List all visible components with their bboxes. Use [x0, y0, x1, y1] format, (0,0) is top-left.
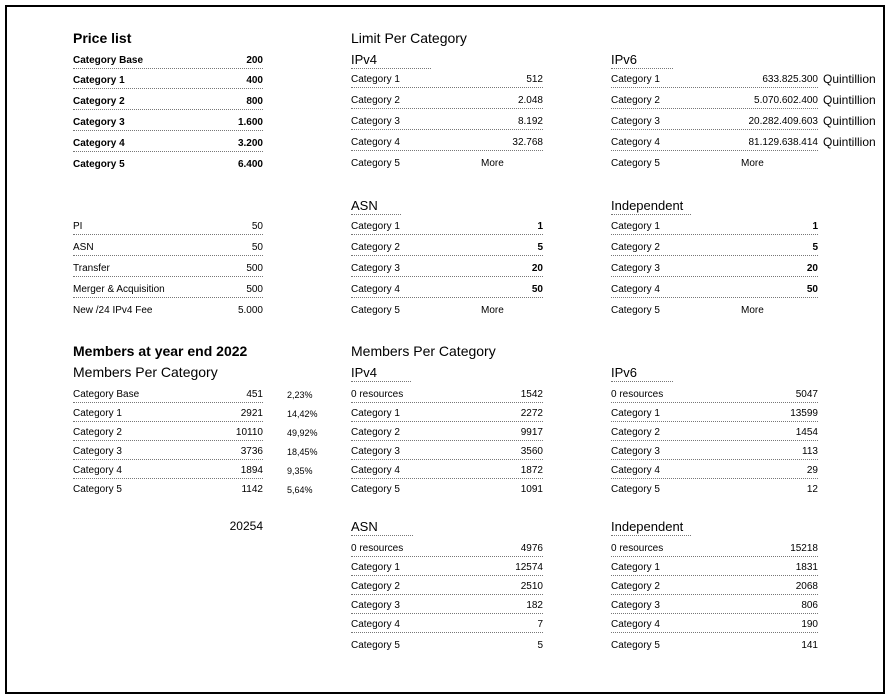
- row-value: 113: [802, 446, 818, 457]
- members-ipv6-title: IPv6: [611, 365, 673, 382]
- row-label: Category 3: [351, 116, 400, 127]
- row-label: Transfer: [73, 263, 110, 274]
- row-value: 1894: [240, 465, 263, 476]
- row-value: More: [741, 305, 764, 316]
- row-value: 4976: [520, 543, 543, 554]
- members-year-end-subtitle: Members Per Category: [73, 364, 218, 380]
- row-value: 50: [251, 221, 263, 232]
- row-value: 2510: [520, 581, 543, 592]
- row-value: 12: [806, 484, 818, 495]
- row-label: New /24 IPv4 Fee: [73, 305, 153, 316]
- row-label: Category 2: [611, 427, 660, 438]
- table-row: [351, 241, 543, 256]
- table-row: [73, 426, 318, 441]
- table-row: [351, 157, 543, 171]
- table-row: [611, 483, 818, 497]
- row-label: Category 1: [611, 408, 660, 419]
- limits-ipv4-title: IPv4: [351, 52, 431, 69]
- row-label: Category 2: [73, 427, 122, 438]
- row-label: Category 2: [351, 581, 400, 592]
- table-row: [351, 561, 543, 576]
- row-label: Category 3: [351, 446, 400, 457]
- row-value: 3736: [240, 446, 263, 457]
- row-value: 1142: [241, 484, 263, 495]
- row-value: 20: [806, 263, 818, 274]
- limits-ipv6-title: IPv6: [611, 52, 673, 69]
- row-value: 10110: [235, 427, 263, 438]
- row-label: 0 resources: [351, 543, 404, 554]
- table-row: [611, 135, 876, 151]
- row-value: 5: [812, 242, 818, 253]
- row-value: 200: [246, 55, 263, 66]
- row-value: 9917: [520, 427, 543, 438]
- row-value: 1454: [795, 427, 818, 438]
- row-label: 0 resources: [611, 543, 664, 554]
- row-label: Category 5: [611, 640, 660, 651]
- table-row: [611, 618, 818, 633]
- row-value: 8.192: [517, 116, 543, 127]
- row-label: Category 1: [351, 408, 400, 419]
- table-row: [611, 388, 818, 403]
- table-row: [73, 74, 263, 89]
- table-row: [611, 580, 818, 595]
- row-label: Category 3: [351, 263, 400, 274]
- row-label: Category 2: [351, 242, 400, 253]
- row-label: Category 4: [351, 465, 400, 476]
- row-value: 1542: [520, 389, 543, 400]
- row-label: Category 2: [611, 581, 660, 592]
- table-row: [351, 73, 543, 88]
- row-value: 2068: [795, 581, 818, 592]
- row-value: 3.200: [237, 138, 263, 149]
- table-row: [73, 262, 263, 277]
- table-row: [611, 220, 818, 235]
- row-percent: 9,35%: [287, 466, 313, 476]
- row-value: 182: [526, 600, 543, 611]
- row-label: Category 5: [73, 159, 125, 170]
- row-label: PI: [73, 221, 83, 232]
- row-label: Category 5: [351, 484, 400, 495]
- table-row: [73, 445, 318, 460]
- row-label: Category 4: [611, 619, 660, 630]
- row-label: Category 4: [351, 284, 400, 295]
- row-label: Category 1: [73, 408, 122, 419]
- row-label: Category 5: [351, 640, 400, 651]
- row-value: 3560: [520, 446, 543, 457]
- row-value: 1: [812, 221, 818, 232]
- members-independent-title: Independent: [611, 519, 691, 536]
- table-row: [351, 618, 543, 633]
- table-row: [73, 158, 263, 172]
- table-row: [611, 241, 818, 256]
- table-row: [611, 561, 818, 576]
- row-value: 5047: [795, 389, 818, 400]
- table-row: [351, 599, 543, 614]
- table-row: [351, 94, 543, 109]
- row-value: 806: [801, 600, 818, 611]
- row-label: Category 4: [611, 137, 660, 148]
- table-row: [351, 483, 543, 497]
- table-row: [611, 599, 818, 614]
- row-value: 2272: [520, 408, 543, 419]
- table-row: [351, 304, 543, 318]
- row-label: Category 2: [351, 427, 400, 438]
- row-label: Category 4: [611, 465, 660, 476]
- table-row: [611, 262, 818, 277]
- row-label: Category 4: [351, 619, 400, 630]
- row-value: 400: [246, 75, 263, 86]
- row-percent: 49,92%: [287, 428, 318, 438]
- row-label: Category Base: [73, 55, 144, 66]
- row-label: Category 5: [73, 484, 122, 495]
- table-row: [73, 54, 263, 69]
- table-row: [73, 388, 313, 403]
- row-label: Category 2: [611, 95, 660, 106]
- row-value: 141: [801, 640, 818, 651]
- row-value: 5: [537, 242, 543, 253]
- row-value: 5.000: [237, 305, 263, 316]
- row-label: Category 5: [611, 305, 660, 316]
- row-percent: 2,23%: [287, 390, 313, 400]
- row-value: 800: [246, 96, 263, 107]
- row-value: More: [741, 158, 764, 169]
- unit-label: Quintillion: [823, 72, 876, 86]
- limits-independent-title: Independent: [611, 198, 691, 215]
- row-percent: 5,64%: [287, 485, 313, 495]
- table-row: [611, 304, 818, 318]
- table-row: [73, 283, 263, 298]
- table-row: [73, 241, 263, 256]
- row-label: Category 3: [611, 263, 660, 274]
- row-value: 50: [531, 284, 543, 295]
- row-value: 500: [246, 284, 263, 295]
- row-label: 0 resources: [611, 389, 664, 400]
- row-value: 1.600: [237, 117, 263, 128]
- row-value: 50: [251, 242, 263, 253]
- row-label: Category 4: [73, 465, 122, 476]
- row-value: 2.048: [517, 95, 543, 106]
- table-row: [351, 426, 543, 441]
- table-row: [73, 407, 318, 422]
- row-value: 29: [806, 465, 818, 476]
- members-total: 20254: [229, 519, 263, 533]
- row-label: Category 1: [351, 74, 400, 85]
- row-label: Category 1: [611, 74, 660, 85]
- table-row: [611, 283, 818, 298]
- row-label: Category 2: [351, 95, 400, 106]
- table-row: [611, 445, 818, 460]
- row-value: 512: [526, 74, 543, 85]
- row-label: ASN: [73, 242, 94, 253]
- row-value: 20: [531, 263, 543, 274]
- row-label: Category 5: [351, 305, 400, 316]
- row-value: More: [481, 158, 504, 169]
- row-label: Category 3: [611, 600, 660, 611]
- row-value: 32.768: [512, 137, 543, 148]
- table-row: [73, 220, 263, 235]
- row-label: Category 5: [611, 158, 660, 169]
- row-label: Category 3: [611, 116, 660, 127]
- members-asn-title: ASN: [351, 519, 413, 536]
- table-row: [73, 95, 263, 110]
- table-row: [351, 580, 543, 595]
- limits-asn-title: ASN: [351, 198, 401, 215]
- row-value: 7: [537, 619, 543, 630]
- members-ipv4-title: IPv4: [351, 365, 411, 382]
- table-row: [611, 426, 818, 441]
- row-label: Category Base: [73, 389, 140, 400]
- table-row: [351, 283, 543, 298]
- row-label: Category 1: [611, 562, 660, 573]
- row-value: 1091: [520, 484, 543, 495]
- row-label: Category 4: [73, 138, 125, 149]
- table-row: [611, 72, 876, 88]
- table-row: [611, 542, 818, 557]
- row-value: 81.129.638.414: [748, 137, 818, 148]
- row-value: 500: [246, 263, 263, 274]
- row-label: Category 3: [73, 117, 125, 128]
- table-row: [611, 157, 818, 171]
- members-year-end-title: Members at year end 2022: [73, 343, 248, 359]
- row-value: 5: [537, 640, 543, 651]
- row-label: Merger & Acquisition: [73, 284, 165, 295]
- row-label: Category 2: [611, 242, 660, 253]
- table-row: [351, 262, 543, 277]
- price-list-title: Price list: [73, 30, 132, 46]
- row-value: 5.070.602.400: [754, 95, 818, 106]
- row-value: 6.400: [237, 159, 263, 170]
- row-value: 1872: [520, 465, 543, 476]
- members-per-category-title: Members Per Category: [351, 343, 496, 359]
- table-row: [611, 639, 818, 653]
- row-label: Category 1: [351, 221, 400, 232]
- unit-label: Quintillion: [823, 135, 876, 149]
- table-row: [73, 304, 263, 318]
- row-label: Category 1: [611, 221, 660, 232]
- row-value: 50: [806, 284, 818, 295]
- table-row: [351, 136, 543, 151]
- row-value: 12574: [515, 562, 543, 573]
- row-value: 451: [246, 389, 263, 400]
- table-row: [611, 464, 818, 479]
- limits-title: Limit Per Category: [351, 30, 467, 46]
- row-label: Category 4: [611, 284, 660, 295]
- row-label: Category 5: [351, 158, 400, 169]
- unit-label: Quintillion: [823, 114, 876, 128]
- row-label: Category 1: [73, 75, 125, 86]
- row-percent: 14,42%: [287, 409, 318, 419]
- table-row: [73, 483, 313, 497]
- table-row: [73, 464, 313, 479]
- row-value: 20.282.409.603: [748, 116, 818, 127]
- table-row: [351, 639, 543, 653]
- table-row: [351, 388, 543, 403]
- unit-label: Quintillion: [823, 93, 876, 107]
- row-label: Category 4: [351, 137, 400, 148]
- row-percent: 18,45%: [287, 447, 318, 457]
- table-row: [351, 542, 543, 557]
- table-row: [351, 464, 543, 479]
- row-value: More: [481, 305, 504, 316]
- table-row: [611, 93, 876, 109]
- table-row: [351, 445, 543, 460]
- row-value: 1831: [795, 562, 818, 573]
- row-label: 0 resources: [351, 389, 404, 400]
- row-label: Category 2: [73, 96, 125, 107]
- row-label: Category 1: [351, 562, 400, 573]
- table-row: [351, 115, 543, 130]
- row-value: 13599: [790, 408, 818, 419]
- row-value: 190: [801, 619, 818, 630]
- row-label: Category 3: [351, 600, 400, 611]
- row-label: Category 5: [611, 484, 660, 495]
- table-row: [73, 116, 263, 131]
- row-value: 633.825.300: [762, 74, 818, 85]
- row-label: Category 3: [73, 446, 122, 457]
- table-row: [611, 114, 876, 130]
- row-value: 2921: [240, 408, 263, 419]
- table-row: [351, 220, 543, 235]
- table-row: [351, 407, 543, 422]
- row-value: 15218: [790, 543, 818, 554]
- table-row: [611, 407, 818, 422]
- row-label: Category 3: [611, 446, 660, 457]
- table-row: [73, 137, 263, 152]
- row-value: 1: [537, 221, 543, 232]
